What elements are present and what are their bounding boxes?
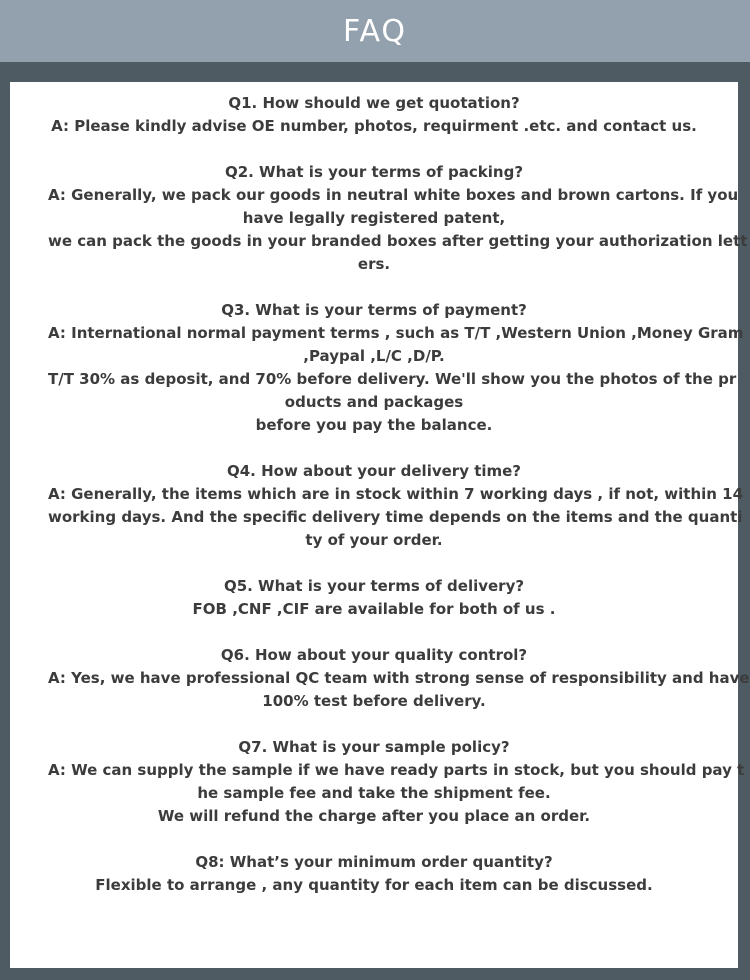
faq-question: Q3. What is your terms of payment? <box>221 301 527 319</box>
faq-item-q8 <box>48 851 700 897</box>
faq-item-q1 <box>48 92 700 138</box>
faq-item-q6 <box>48 644 750 713</box>
faq-answer-line: A: Yes, we have professional QC team with strong sense of responsibility and have <box>48 669 750 687</box>
faq-item-q3 <box>48 299 744 437</box>
faq-answer-line: oducts and packages <box>284 393 464 411</box>
faq-header <box>0 0 750 62</box>
faq-question: Q6. How about your quality control? <box>220 646 528 664</box>
faq-question: Q8: What’s your minimum order quantity? <box>195 853 553 871</box>
faq-answer-line: A: We can supply the sample if we have ready parts in stock, but you should pay t <box>48 761 745 779</box>
page-title: FAQ <box>342 13 408 49</box>
faq-answer-line: ty of your order. <box>305 531 443 549</box>
faq-answer-line: before you pay the balance. <box>255 416 493 434</box>
faq-question: Q7. What is your sample policy? <box>238 738 510 756</box>
faq-answer-line: A: International normal payment terms , such as T/T ,Western Union ,Money Gram <box>48 324 744 342</box>
faq-item-q7 <box>48 736 745 828</box>
faq-item-q2 <box>48 161 748 276</box>
faq-question: Q2. What is your terms of packing? <box>224 163 524 181</box>
faq-panel <box>10 82 750 968</box>
faq-item-q4 <box>48 460 744 552</box>
faq-answer-line: A: Please kindly advise OE number, photos, requirment .etc. and contact us. <box>51 117 697 135</box>
faq-answer-line: we can pack the goods in your branded boxes after getting your authorization lett <box>48 232 748 250</box>
faq-question: Q1. How should we get quotation? <box>228 94 520 112</box>
faq-question: Q5. What is your terms of delivery? <box>223 577 525 595</box>
faq-item-q5 <box>48 575 700 621</box>
faq-answer-line: FOB ,CNF ,CIF are available for both of us . <box>192 600 556 618</box>
faq-question: Q4. How about your delivery time? <box>226 462 522 480</box>
faq-answer-line: Flexible to arrange , any quantity for each item can be discussed. <box>95 876 653 894</box>
faq-answer-line: ers. <box>357 255 391 273</box>
faq-answer-line: A: Generally, the items which are in stock within 7 working days , if not, within 14 <box>48 485 744 503</box>
faq-answer-line: 100% test before delivery. <box>262 692 486 710</box>
faq-answer-line: working days. And the specific delivery time depends on the items and the quanti <box>48 508 743 526</box>
faq-answer-line: A: Generally, we pack our goods in neutral white boxes and brown cartons. If you <box>48 186 739 204</box>
faq-answer-line: he sample fee and take the shipment fee. <box>197 784 551 802</box>
faq-answer-line: T/T 30% as deposit, and 70% before delivery. We'll show you the photos of the pr <box>48 370 737 388</box>
faq-answer-line: have legally registered patent, <box>242 209 506 227</box>
faq-answer-line: We will refund the charge after you place an order. <box>157 807 591 825</box>
faq-answer-line: ,Paypal ,L/C ,D/P. <box>303 347 445 365</box>
